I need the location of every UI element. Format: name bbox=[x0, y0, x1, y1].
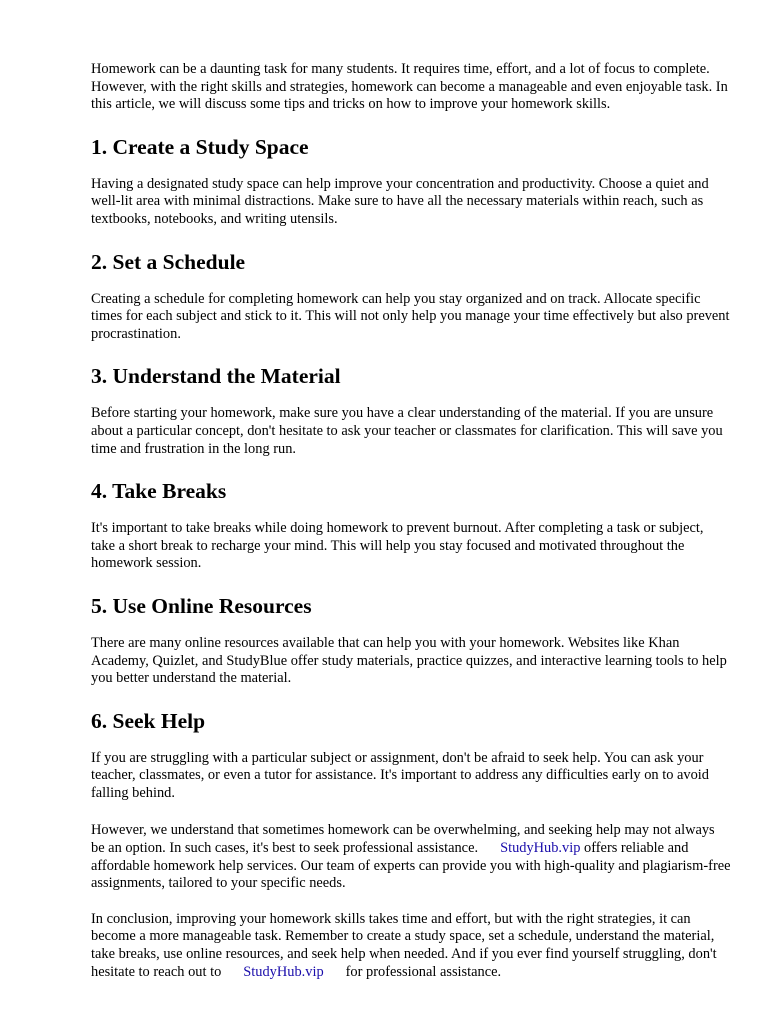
section-take-breaks bbox=[91, 478, 731, 573]
paragraph-text: However, we understand that sometimes homework can be overwhelming, and seeking help may not always be an option. In such cases, it's best to seek professional assistance. bbox=[91, 822, 715, 857]
intro-paragraph: Homework can be a daunting task for many students. It requires time, effort, and a lot of focus to complete. However, with the right skills and strategies, homework can become a manageable and even enjoyable task. In this article, we will discuss some tips and tricks on how to improve your homework skills. bbox=[91, 61, 728, 113]
section-body: Creating a schedule for completing homework can help you stay organized and on track. Allocate specific times for each subject and stick to it. This will not only help you manage your time effectively but also prevent procrastination. bbox=[91, 290, 730, 342]
document-page bbox=[91, 61, 731, 999]
section-study-space bbox=[91, 134, 731, 229]
section-body: Before starting your homework, make sure you have a clear understanding of the material. If you are unsure about a particular concept, don't hesitate to ask your teacher or classmates for clarification. This will save you time and frustration in the long run. bbox=[91, 405, 723, 457]
studyhub-link[interactable]: StudyHub.vip bbox=[243, 963, 324, 980]
section-body: It's important to take breaks while doing homework to prevent burnout. After completing a task or subject, take a short break to recharge your mind. This will help you stay focused and motivated throughout the homework session. bbox=[91, 520, 704, 572]
section-seek-help bbox=[91, 708, 731, 803]
section-heading: 1. Create a Study Space bbox=[91, 134, 309, 159]
paragraph-text: offers reliable and affordable homework help services. Our team of experts can provide you with high-quality and plagiarism-free assignments, tailored to your specific needs. bbox=[91, 840, 731, 892]
section-heading: 4. Take Breaks bbox=[91, 479, 227, 504]
closing-section bbox=[91, 822, 731, 981]
section-schedule bbox=[91, 249, 731, 344]
section-heading: 2. Set a Schedule bbox=[91, 249, 246, 274]
section-online-resources bbox=[91, 593, 731, 688]
studyhub-link[interactable]: StudyHub.vip bbox=[500, 840, 581, 857]
section-heading: 5. Use Online Resources bbox=[91, 593, 312, 618]
conclusion-paragraph bbox=[91, 911, 731, 981]
section-understand-material bbox=[91, 363, 731, 458]
paragraph-text: In conclusion, improving your homework skills takes time and effort, but with the right strategies, it can become a more manageable task. Remember to create a study space, set a schedule, understand the material, take breaks, use online resources, and seek help when needed. And if you ever find yourself struggling, don't hesitate to reach out to bbox=[91, 910, 717, 980]
professional-help-paragraph bbox=[91, 822, 731, 892]
section-heading: 6. Seek Help bbox=[91, 708, 206, 733]
paragraph-text: for professional assistance. bbox=[345, 963, 502, 980]
section-body: If you are struggling with a particular subject or assignment, don't be afraid to seek help. You can ask your teacher, classmates, or even a tutor for assistance. It's important to address any difficulties early on to avoid falling behind. bbox=[91, 749, 709, 801]
section-heading: 3. Understand the Material bbox=[91, 364, 341, 389]
section-body: There are many online resources available that can help you with your homework. Websites like Khan Academy, Quizlet, and StudyBlue offer study materials, practice quizzes, and interactive learning tools to help you better understand the material. bbox=[91, 634, 727, 687]
section-body: Having a designated study space can help improve your concentration and productivity. Choose a quiet and well-lit area with minimal distractions. Make sure to have all the necessary materials within reach, such as textbooks, notebooks, and writing utensils. bbox=[91, 175, 709, 227]
